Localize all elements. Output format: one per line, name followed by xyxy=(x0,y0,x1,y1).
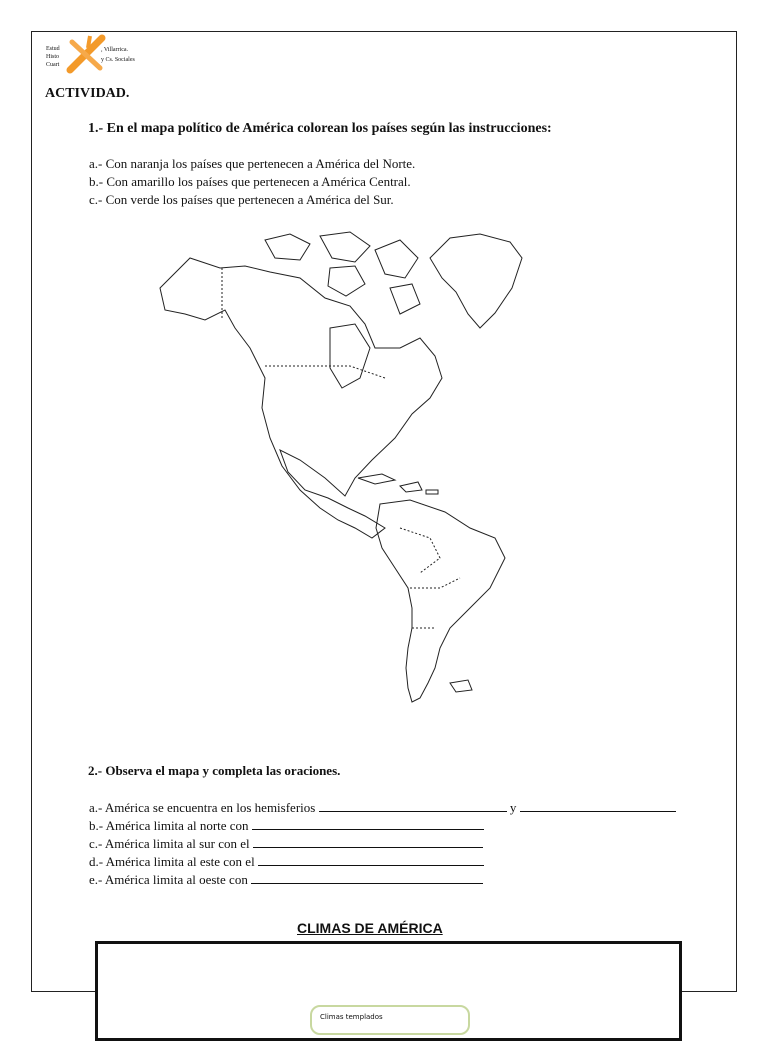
question-1-list xyxy=(89,155,415,209)
answer-blank[interactable] xyxy=(251,871,483,884)
answer-blank[interactable] xyxy=(520,799,676,812)
list-item xyxy=(89,817,676,835)
header-line: y Cs. Sociales xyxy=(101,57,135,63)
list-item: a.- Con naranja los países que pertenecen a América del Norte. xyxy=(89,156,416,171)
answer-blank[interactable] xyxy=(258,853,484,866)
question-1-title: 1.- En el mapa político de América colorean los países según las instrucciones: xyxy=(88,121,552,136)
answer-blank[interactable] xyxy=(253,835,483,848)
header-line: Histo xyxy=(46,54,60,60)
header-left-text xyxy=(46,45,60,69)
sentence-prefix: b.- América limita al norte con xyxy=(89,818,249,833)
sentence-prefix: a.- América se encuentra en los hemisferios xyxy=(89,800,316,815)
header-line: , Villarrica. xyxy=(101,47,129,53)
header-line: Cuart xyxy=(46,62,60,68)
list-item: c.- Con verde los países que pertenecen a América del Sur. xyxy=(89,192,394,207)
sentence-prefix: c.- América limita al sur con el xyxy=(89,836,250,851)
activity-title: ACTIVIDAD. xyxy=(45,86,130,101)
list-item: b.- Con amarillo los países que pertenecen a América Central. xyxy=(89,174,411,189)
question-2-list xyxy=(89,799,676,889)
header-line: Estud xyxy=(46,46,60,52)
climas-templados-label: Climas templados xyxy=(310,1005,470,1035)
answer-blank[interactable] xyxy=(252,817,484,830)
answer-blank[interactable] xyxy=(319,799,507,812)
america-outline-map xyxy=(150,228,530,710)
list-item xyxy=(89,799,676,817)
sentence-connector: y xyxy=(509,800,517,815)
sentence-prefix: d.- América limita al este con el xyxy=(89,854,255,869)
list-item xyxy=(89,871,676,889)
sentence-prefix: e.- América limita al oeste con xyxy=(89,872,248,887)
question-2-title: 2.- Observa el mapa y completa las oraciones. xyxy=(88,763,341,778)
header-right-text xyxy=(101,45,135,65)
list-item xyxy=(89,835,676,853)
list-item xyxy=(89,853,676,871)
climas-section-title: CLIMAS DE AMÉRICA xyxy=(297,920,443,936)
